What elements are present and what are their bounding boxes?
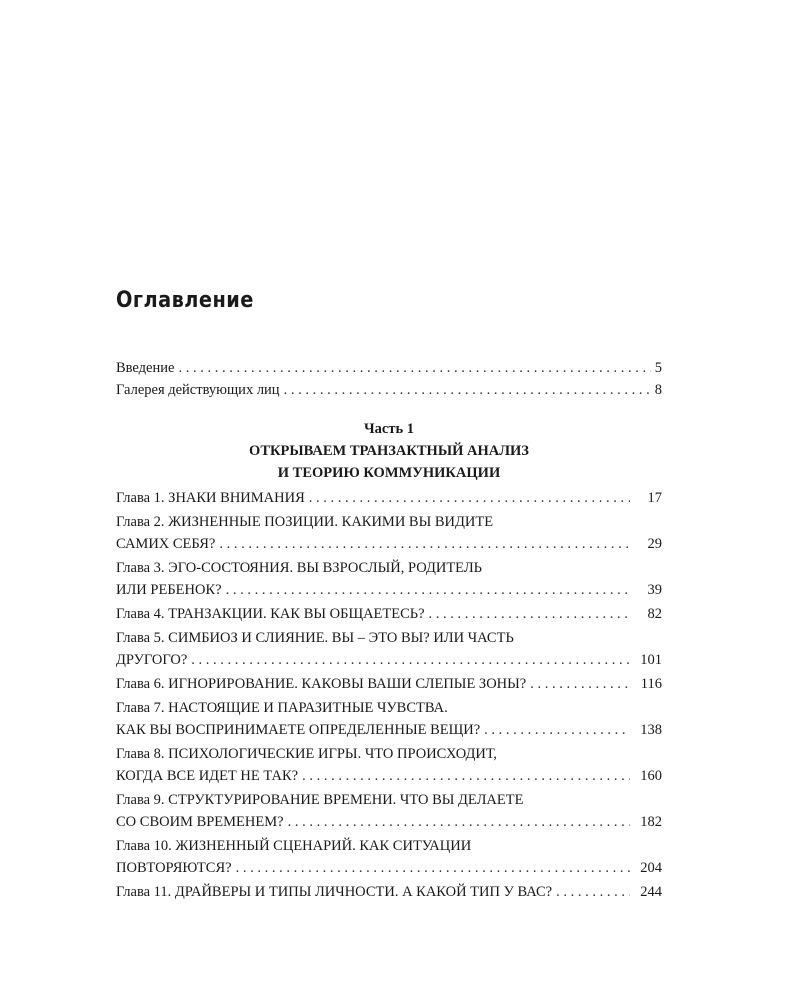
toc-page-number: 39 bbox=[647, 582, 662, 598]
dot-leader bbox=[429, 603, 630, 625]
toc-entry-label: Глава 1. ЗНАКИ ВНИМАНИЯ bbox=[116, 490, 305, 506]
chapter-title-last-line bbox=[116, 579, 662, 601]
dot-leader bbox=[530, 673, 630, 695]
dot-leader bbox=[236, 857, 630, 879]
toc-page-number: 204 bbox=[640, 860, 662, 876]
toc-page-number: 8 bbox=[654, 382, 662, 398]
dot-leader bbox=[309, 487, 630, 509]
toc-entry-label: САМИХ СЕБЯ? bbox=[116, 536, 216, 552]
toc-entry-label: Глава 6. ИГНОРИРОВАНИЕ. КАКОВЫ ВАШИ СЛЕПЫЕ ЗОНЫ? bbox=[116, 676, 527, 692]
toc-entry-label: Глава 4. ТРАНЗАКЦИИ. КАК ВЫ ОБЩАЕТЕСЬ? bbox=[116, 606, 425, 622]
chapter-title-line-1: Глава 5. СИМБИОЗ И СЛИЯНИЕ. ВЫ – ЭТО ВЫ? ИЛИ ЧАСТЬ bbox=[116, 630, 514, 646]
dot-leader bbox=[556, 881, 630, 903]
toc-entry-label: Глава 11. ДРАЙВЕРЫ И ТИПЫ ЛИЧНОСТИ. А КАКОЙ ТИП У ВАС? bbox=[116, 884, 553, 900]
chapter-title-line-1: Глава 3. ЭГО-СОСТОЯНИЯ. ВЫ ВЗРОСЛЫЙ, РОДИТЕЛЬ bbox=[116, 560, 483, 576]
dot-leader bbox=[288, 811, 630, 833]
dot-leader bbox=[484, 719, 630, 741]
toc-page-number: 138 bbox=[640, 722, 662, 738]
toc-entry-chapter-3[interactable] bbox=[116, 557, 662, 601]
chapter-title-last-line bbox=[116, 533, 662, 555]
part-title-line-2: И ТЕОРИЮ КОММУНИКАЦИИ bbox=[277, 465, 501, 481]
part-heading bbox=[116, 418, 662, 484]
chapter-title-last-line bbox=[116, 649, 662, 671]
toc-entry-chapter-9[interactable] bbox=[116, 789, 662, 833]
dot-leader bbox=[178, 357, 650, 379]
toc-entry-chapter-8[interactable] bbox=[116, 743, 662, 787]
toc-page-number: 244 bbox=[640, 884, 662, 900]
toc-entry-label: ПОВТОРЯЮТСЯ? bbox=[116, 860, 232, 876]
page-title: Оглавление bbox=[116, 288, 254, 313]
toc-entry-label: СО СВОИМ ВРЕМЕНЕМ? bbox=[116, 814, 284, 830]
toc-entry-chapter-6[interactable] bbox=[116, 673, 662, 695]
chapter-title-line-1: Глава 2. ЖИЗНЕННЫЕ ПОЗИЦИИ. КАКИМИ ВЫ ВИДИТЕ bbox=[116, 514, 494, 530]
toc-page-number: 82 bbox=[647, 606, 662, 622]
part-number: Часть 1 bbox=[364, 421, 414, 437]
toc-entry-chapter-4[interactable] bbox=[116, 603, 662, 625]
dot-leader bbox=[302, 765, 630, 787]
toc-entry-chapter-10[interactable] bbox=[116, 835, 662, 879]
chapter-title-last-line bbox=[116, 811, 662, 833]
toc-entry-chapter-2[interactable] bbox=[116, 511, 662, 555]
toc-entry-label: КАК ВЫ ВОСПРИНИМАЕТЕ ОПРЕДЕЛЕННЫЕ ВЕЩИ? bbox=[116, 722, 481, 738]
toc-page-number: 29 bbox=[647, 536, 662, 552]
toc-entry-label: ИЛИ РЕБЕНОК? bbox=[116, 582, 222, 598]
toc-entry-label: КОГДА ВСЕ ИДЕТ НЕ ТАК? bbox=[116, 768, 299, 784]
toc-entry-label: Галерея действующих лиц bbox=[116, 382, 280, 398]
chapter-title-last-line bbox=[116, 857, 662, 879]
chapter-title-last-line bbox=[116, 881, 662, 903]
toc-entry-chapter-11[interactable] bbox=[116, 881, 662, 903]
chapter-title-line-1: Глава 8. ПСИХОЛОГИЧЕСКИЕ ИГРЫ. ЧТО ПРОИСХОДИТ, bbox=[116, 746, 497, 762]
toc-page-number: 182 bbox=[640, 814, 662, 830]
toc-entry-label: Введение bbox=[116, 360, 175, 376]
toc-page-number: 17 bbox=[647, 490, 662, 506]
chapter-title-last-line bbox=[116, 673, 662, 695]
chapter-title-line-1: Глава 9. СТРУКТУРИРОВАНИЕ ВРЕМЕНИ. ЧТО ВЫ ДЕЛАЕТЕ bbox=[116, 792, 524, 808]
toc-entry-gallery[interactable] bbox=[116, 379, 662, 401]
toc-page-number: 101 bbox=[640, 652, 662, 668]
toc-entry-introduction[interactable] bbox=[116, 357, 662, 379]
chapter-title-line-1: Глава 7. НАСТОЯЩИЕ И ПАРАЗИТНЫЕ ЧУВСТВА. bbox=[116, 700, 448, 716]
chapter-title-last-line bbox=[116, 487, 662, 509]
intro-entries bbox=[116, 357, 662, 401]
dot-leader bbox=[284, 379, 651, 401]
toc-page-number: 116 bbox=[640, 676, 662, 692]
chapter-title-last-line bbox=[116, 719, 662, 741]
toc-page-number: 160 bbox=[640, 768, 662, 784]
part-title-line-1: ОТКРЫВАЕМ ТРАНЗАКТНЫЙ АНАЛИЗ bbox=[249, 443, 529, 459]
chapter-title-last-line bbox=[116, 765, 662, 787]
chapter-title-last-line bbox=[116, 603, 662, 625]
toc-entry-label: ДРУГОГО? bbox=[116, 652, 188, 668]
dot-leader bbox=[191, 649, 630, 671]
toc-page-number: 5 bbox=[654, 360, 662, 376]
chapter-title-line-1: Глава 10. ЖИЗНЕННЫЙ СЦЕНАРИЙ. КАК СИТУАЦИИ bbox=[116, 838, 472, 854]
dot-leader bbox=[219, 533, 630, 555]
toc-entry-chapter-1[interactable] bbox=[116, 487, 662, 509]
toc-entry-chapter-5[interactable] bbox=[116, 627, 662, 671]
dot-leader bbox=[226, 579, 630, 601]
toc-entry-chapter-7[interactable] bbox=[116, 697, 662, 741]
chapter-list bbox=[116, 487, 662, 905]
